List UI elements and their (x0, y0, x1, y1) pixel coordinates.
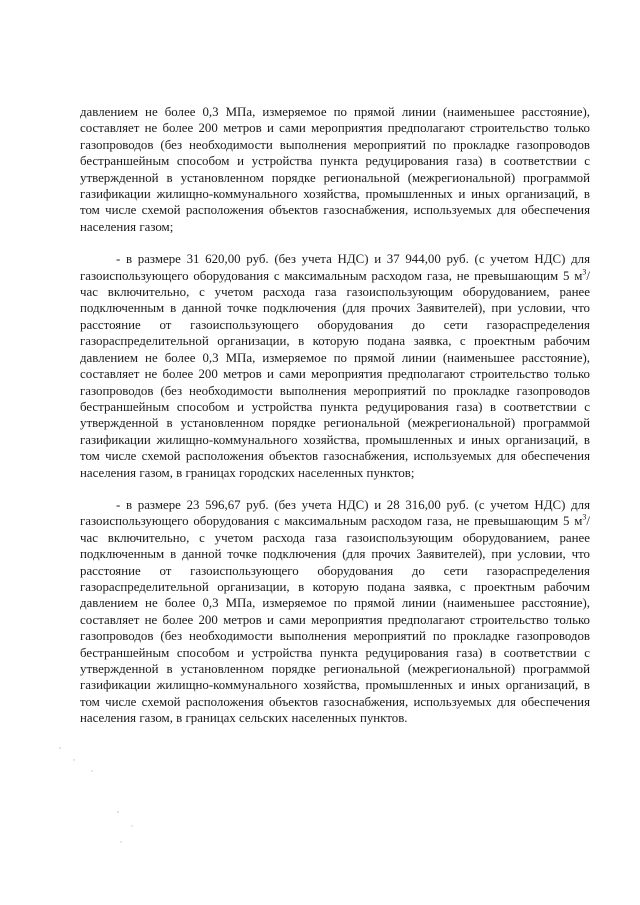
paragraph-urban-tariff (80, 251, 590, 481)
scan-speck (131, 825, 132, 826)
cubic-superscript: 3 (582, 267, 587, 277)
paragraph-lead: - в размере 23 596,67 руб. (без учета НДС) и 28 316,00 руб. (с учетом НДС) для газоиспользующего оборудования с максимальным расходом газа, не превышающим 5 м (80, 497, 590, 529)
paragraph-rural-tariff (80, 497, 590, 727)
scan-speck (59, 747, 61, 749)
paragraph-continuation (80, 104, 590, 235)
scan-speck (91, 770, 92, 771)
paragraph-text: /час включительно, с учетом расхода газа газоиспользующим оборудованием, ранее подключенным в данной точке подключения (для прочих Заявителей), при условии, что расстояние от газоиспользующего оборудования до сети газораспределения газораспределительной организации, в которую подана заявка, с проектным рабочим давлением не более 0,3 МПа, измеряемое по прямой линии (наименьшее расстояние), составляет не более 200 метров и сами мероприятия предполагают строительство только газопроводов (без необходимости выполнения мероприятий по прокладке газопроводов бестраншейным способом и устройства пункта редуцирования газа) в соответствии с утвержденной в установленном порядке региональной (межрегиональной) программой газификации жилищно-коммунального хозяйства, промышленных и иных организаций, в том числе схемой расположения объектов газоснабжения, используемых для обеспечения населения газом, в границах городских населенных пунктов; (80, 268, 590, 480)
paragraph-lead: - в размере 31 620,00 руб. (без учета НДС) и 37 944,00 руб. (с учетом НДС) для газоиспользующего оборудования с максимальным расходом газа, не превышающим 5 м (80, 252, 590, 283)
scan-speck (117, 811, 119, 813)
body-text (80, 104, 590, 727)
paragraph-text: /час включительно, с учетом расхода газа газоиспользующим оборудованием, ранее подключенным в данной точке подключения (для прочих Заявителей), при условии, что расстояние от газоиспользующего оборудования до сети газораспределения газораспределительной организации, в которую подана заявка, с проектным рабочим давлением не более 0,3 МПа, измеряемое по прямой линии (наименьшее расстояние), составляет не более 200 метров и сами мероприятия предполагают строительство только газопроводов (без необходимости выполнения мероприятий по прокладке газопроводов бестраншейным способом и устройства пункта редуцирования газа) в соответствии с утвержденной в установленном порядке региональной (межрегиональной) программой газификации жилищно-коммунального хозяйства, промышленных и иных организаций, в том числе схемой расположения объектов газоснабжения, используемых для обеспечения населения газом, в границах сельских населенных пунктов. (80, 514, 590, 726)
scan-speck (73, 759, 74, 760)
paragraph-text: давлением не более 0,3 МПа, измеряемое по прямой линии (наименьшее расстояние), составляет не более 200 метров и сами мероприятия предполагают строительство только газопроводов (без необходимости выполнения мероприятий по прокладке газопроводов бестраншейным способом и устройства пункта редуцирования газа) в соответствии с утвержденной в установленном порядке региональной (межрегиональной) программой газификации жилищно-коммунального хозяйства, промышленных и иных организаций, в том числе схемой расположения объектов газоснабжения, используемых для обеспечения населения газом; (80, 105, 590, 234)
scan-speck (120, 841, 121, 842)
cubic-superscript: 3 (582, 513, 587, 523)
